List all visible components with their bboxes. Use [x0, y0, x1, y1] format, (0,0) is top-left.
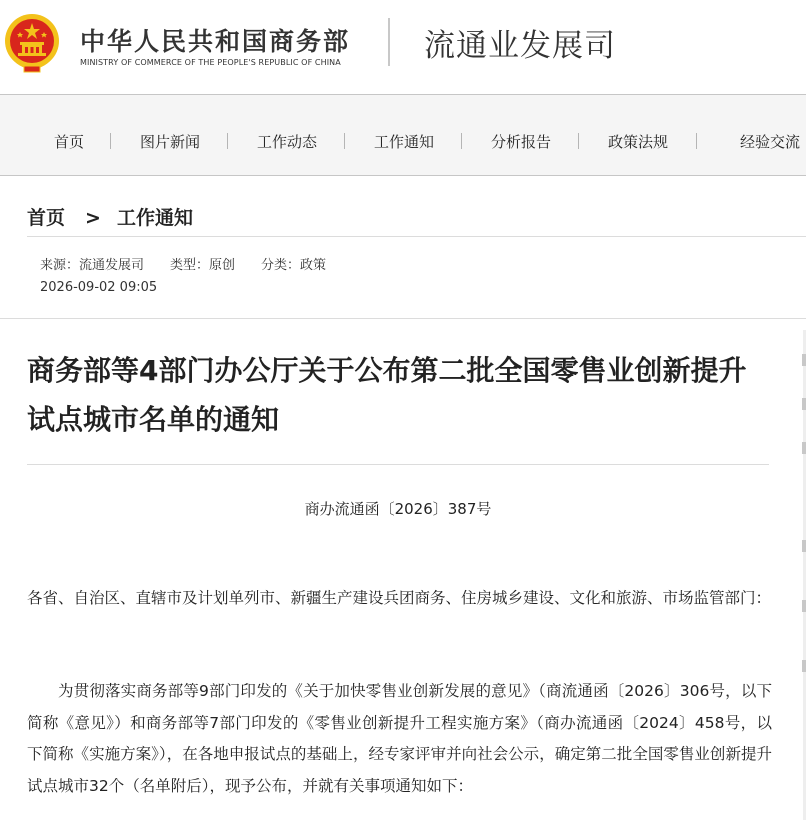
- share-icon[interactable]: [802, 540, 806, 552]
- nav-item-analysis-reports[interactable]: 分析报告: [491, 133, 552, 151]
- nav-separator: [110, 133, 111, 149]
- meta-date: 2026-09-02 09:05: [40, 280, 158, 295]
- article-paragraph: 为贯彻落实商务部等9部门印发的《关于加快零售业创新发展的意见》（商流通函〔2026〕306号，以下简称《意见》）和商务部等7部门印发的《零售业创新提升工程实施方案》（商办流通函〔2024〕458号，以下简称《实施方案》），在各地申报试点的基础上，经专家评审并向社会公示，确定第二批全国零售业创新提升试点城市32个（名单附后），现予公布，并就有关事项通知如下：: [27, 682, 772, 795]
- ministry-name-en: MINISTRY OF COMMERCE OF THE PEOPLE'S REPUBLIC OF CHINA: [80, 58, 341, 67]
- nav-separator: [227, 133, 228, 149]
- ministry-name-cn: 中华人民共和国商务部: [80, 27, 351, 56]
- header-divider: [388, 18, 390, 66]
- nav-separator: [344, 133, 345, 149]
- nav-item-policies[interactable]: 政策法规: [608, 133, 669, 151]
- breadcrumb: [27, 203, 193, 230]
- national-emblem-icon[interactable]: [3, 12, 61, 74]
- nav-item-experience[interactable]: 经验交流: [740, 133, 801, 151]
- breadcrumb-separator: >: [85, 207, 101, 229]
- breadcrumb-divider: [27, 236, 806, 237]
- share-icon[interactable]: [802, 600, 806, 612]
- meta-source: 来源：流通发展司: [40, 258, 145, 273]
- share-icon[interactable]: [802, 354, 806, 366]
- title-divider: [27, 464, 769, 465]
- department-name[interactable]: 流通业发展司: [424, 28, 616, 64]
- nav-item-home[interactable]: 首页: [54, 133, 85, 151]
- article-title: 商务部等4部门办公厅关于公布第二批全国零售业创新提升试点城市名单的通知: [27, 354, 747, 436]
- meta-divider: [0, 318, 806, 319]
- nav-item-work-updates[interactable]: 工作动态: [257, 133, 318, 151]
- meta-type: 类型：原创: [170, 258, 236, 273]
- share-icon[interactable]: [802, 442, 806, 454]
- article-meta: [40, 254, 326, 273]
- breadcrumb-current[interactable]: 工作通知: [116, 207, 193, 229]
- nav-separator: [461, 133, 462, 149]
- nav-separator: [696, 133, 697, 149]
- article-addressee: 各省、自治区、直辖市及计划单列市、新疆生产建设兵团商务、住房城乡建设、文化和旅游、市场监管部门：: [27, 589, 772, 607]
- share-icon[interactable]: [802, 398, 806, 410]
- nav-item-photo-news[interactable]: 图片新闻: [140, 133, 201, 151]
- share-icon[interactable]: [802, 660, 806, 672]
- document-number: 商办流通函〔2026〕387号: [304, 500, 492, 518]
- breadcrumb-home[interactable]: 首页: [27, 207, 66, 229]
- site-header: [0, 0, 806, 94]
- nav-separator: [578, 133, 579, 149]
- meta-category: 分类：政策: [261, 258, 327, 273]
- nav-item-work-notices[interactable]: 工作通知: [374, 133, 435, 151]
- main-nav: [0, 94, 806, 176]
